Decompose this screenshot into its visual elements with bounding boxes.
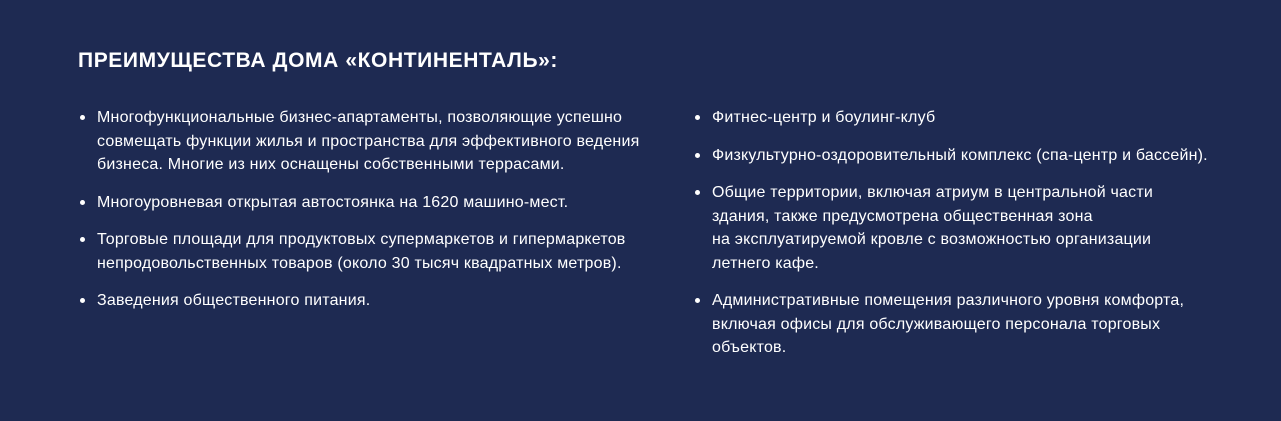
list-item xyxy=(693,144,1211,168)
list-item-text: Фитнес-центр и боулинг-клуб xyxy=(712,109,936,126)
section-title: ПРЕИМУЩЕСТВА ДОМА «КОНТИНЕНТАЛЬ»: xyxy=(78,49,559,72)
list-item xyxy=(78,191,668,215)
bullet-icon xyxy=(695,298,700,303)
list-item-text: Торговые площади для продуктовых супермаркетов и гипермаркетов непродовольственных товаров (около 30 тысяч квадратных метров). xyxy=(97,231,626,272)
advantages-column-left xyxy=(78,106,668,327)
list-item-text: Заведения общественного питания. xyxy=(97,292,371,309)
bullet-icon xyxy=(80,115,85,120)
bullet-icon xyxy=(695,153,700,158)
list-item-text: Многофункциональные бизнес-апартаменты, позволяющие успешно совмещать функции жилья и пространства для эффективного ведения бизнеса. Многие из них оснащены собственными террасами. xyxy=(97,109,640,173)
list-item-text: Общие территории, включая атриум в центральной части здания, также предусмотрена общественная зона на эксплуатируемой кровле с возможностью организации летнего кафе. xyxy=(712,184,1154,272)
bullet-icon xyxy=(80,298,85,303)
advantages-column-right xyxy=(693,106,1211,374)
advantages-list-left xyxy=(78,106,668,313)
list-item-text: Физкультурно-оздоровительный комплекс (спа-центр и бассейн). xyxy=(712,146,1208,164)
bullet-icon xyxy=(80,200,85,205)
list-item xyxy=(693,289,1211,360)
list-item-text: Административные помещения различного уровня комфорта, включая офисы для обслуживающего персонала торговых объектов. xyxy=(712,292,1185,356)
bullet-icon xyxy=(695,115,700,120)
list-item xyxy=(693,181,1211,275)
advantages-list-right xyxy=(693,106,1211,360)
list-item-text: Многоуровневая открытая автостоянка на 1620 машино-мест. xyxy=(97,193,569,211)
list-item xyxy=(78,289,668,313)
list-item xyxy=(78,106,668,177)
list-item xyxy=(78,228,668,275)
advantages-columns xyxy=(78,106,1211,374)
bullet-icon xyxy=(80,237,85,242)
list-item xyxy=(693,106,1211,130)
bullet-icon xyxy=(695,190,700,195)
